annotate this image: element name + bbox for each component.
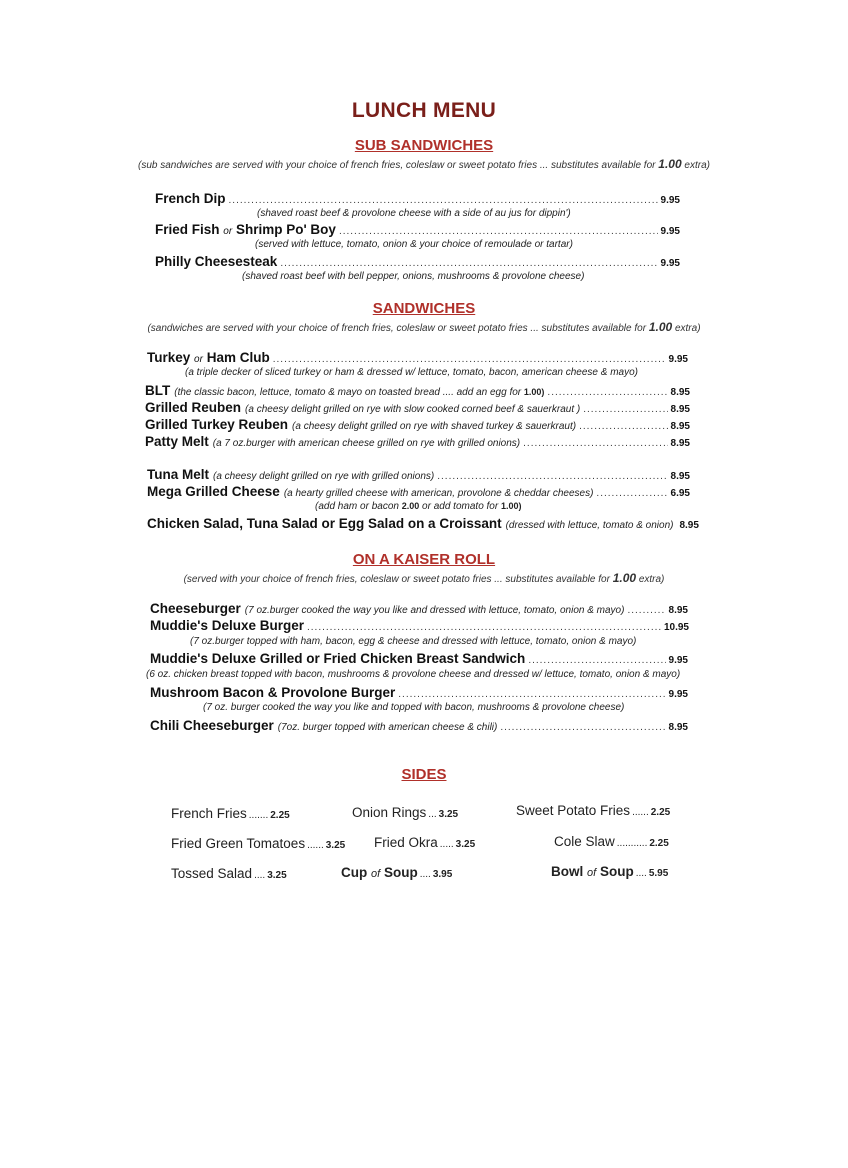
menu-item: French Dip ..... 9.95 <box>155 191 680 206</box>
menu-item: Chili Cheeseburger (7oz. burger topped with american cheese & chili) ..... 8.95 <box>150 718 688 733</box>
item-description: (shaved roast beef & provolone cheese with a side of au jus for dippin') <box>257 208 571 219</box>
side-item: Fried Green Tomatoes ...... 3.25 <box>171 836 346 851</box>
section-note-sandwiches: (sandwiches are served with your choice of french fries, coleslaw or sweet potato fries ... substitutes available for 1.00 extra) <box>147 320 701 334</box>
menu-title: LUNCH MENU <box>351 99 497 122</box>
menu-item: Fried Fish or Shrimp Po' Boy ..... 9.95 <box>155 222 680 237</box>
menu-item: Grilled Turkey Reuben (a cheesy delight grilled on rye with shaved turkey & sauerkraut) ..... 8.95 <box>145 417 690 432</box>
item-description: (a triple decker of sliced turkey or ham & dressed w/ lettuce, tomato, bacon, american cheese & mayo) <box>185 367 638 378</box>
section-note-kaiser-roll: (served with your choice of french fries, coleslaw or sweet potato fries ... substitutes available for 1.00 extra) <box>183 571 665 585</box>
menu-item: Philly Cheesesteak ..... 9.95 <box>155 254 680 269</box>
menu-item: BLT (the classic bacon, lettuce, tomato & mayo on toasted bread .... add an egg for 1.00) ..... 8.95 <box>145 383 690 398</box>
side-item: Cup of Soup .... 3.95 <box>341 865 453 880</box>
side-item: Tossed Salad .... 3.25 <box>171 866 287 881</box>
menu-item: Muddie's Deluxe Grilled or Fried Chicken Breast Sandwich ..... 9.95 <box>150 651 688 666</box>
menu-item: Cheeseburger (7 oz.burger cooked the way you like and dressed with lettuce, tomato, onion & mayo) ..... 8.95 <box>150 601 688 616</box>
side-item: Fried Okra ..... 3.25 <box>374 835 476 850</box>
item-description: (6 oz. chicken breast topped with bacon, mushrooms & provolone cheese and dressed w/ lettuce, tomato, onion & mayo) <box>146 669 681 680</box>
section-note-sub-sandwiches: (sub sandwiches are served with your choice of french fries, coleslaw or sweet potato fries ... substitutes available for 1.00 extra) <box>138 157 710 171</box>
section-heading-sub-sandwiches: SUB SANDWICHES <box>354 137 494 154</box>
item-description: (7 oz.burger topped with ham, bacon, egg & cheese and dressed with lettuce, tomato, onion & mayo) <box>190 636 637 647</box>
item-description: (served with lettuce, tomato, onion & your choice of remoulade or tartar) <box>255 239 573 250</box>
section-heading-kaiser-roll: ON A KAISER ROLL <box>352 551 496 568</box>
menu-item: Chicken Salad, Tuna Salad or Egg Salad on a Croissant (dressed with lettuce, tomato & onion) 8.95 <box>147 516 699 531</box>
menu-item: Tuna Melt (a cheesy delight grilled on rye with grilled onions) ..... 8.95 <box>147 467 690 482</box>
menu-item: Grilled Reuben (a cheesy delight grilled on rye with slow cooked corned beef & sauerkraut ) ..... 8.95 <box>145 400 690 415</box>
menu-item: Mega Grilled Cheese (a hearty grilled cheese with american, provolone & cheddar cheeses) ..... 6.95 <box>147 484 690 499</box>
item-description: (add ham or bacon 2.00 or add tomato for 1.00) <box>315 501 522 512</box>
side-item: Sweet Potato Fries ...... 2.25 <box>516 803 671 818</box>
section-heading-sides: SIDES <box>401 766 447 783</box>
menu-item: Muddie's Deluxe Burger ..... 10.95 <box>150 618 689 633</box>
menu-item: Patty Melt (a 7 oz.burger with american cheese grilled on rye with grilled onions) ..... 8.95 <box>145 434 690 449</box>
side-item: Onion Rings ... 3.25 <box>352 805 459 820</box>
menu-item: Mushroom Bacon & Provolone Burger ..... 9.95 <box>150 685 688 700</box>
side-item: Bowl of Soup .... 5.95 <box>551 864 669 879</box>
section-heading-sandwiches: SANDWICHES <box>372 300 476 317</box>
side-item: French Fries ....... 2.25 <box>171 806 290 821</box>
side-item: Cole Slaw ........... 2.25 <box>554 834 669 849</box>
item-description: (shaved roast beef with bell pepper, onions, mushrooms & provolone cheese) <box>242 271 585 282</box>
item-description: (7 oz. burger cooked the way you like and topped with bacon, mushrooms & provolone cheese) <box>203 702 625 713</box>
menu-item: Turkey or Ham Club ..... 9.95 <box>147 350 688 365</box>
